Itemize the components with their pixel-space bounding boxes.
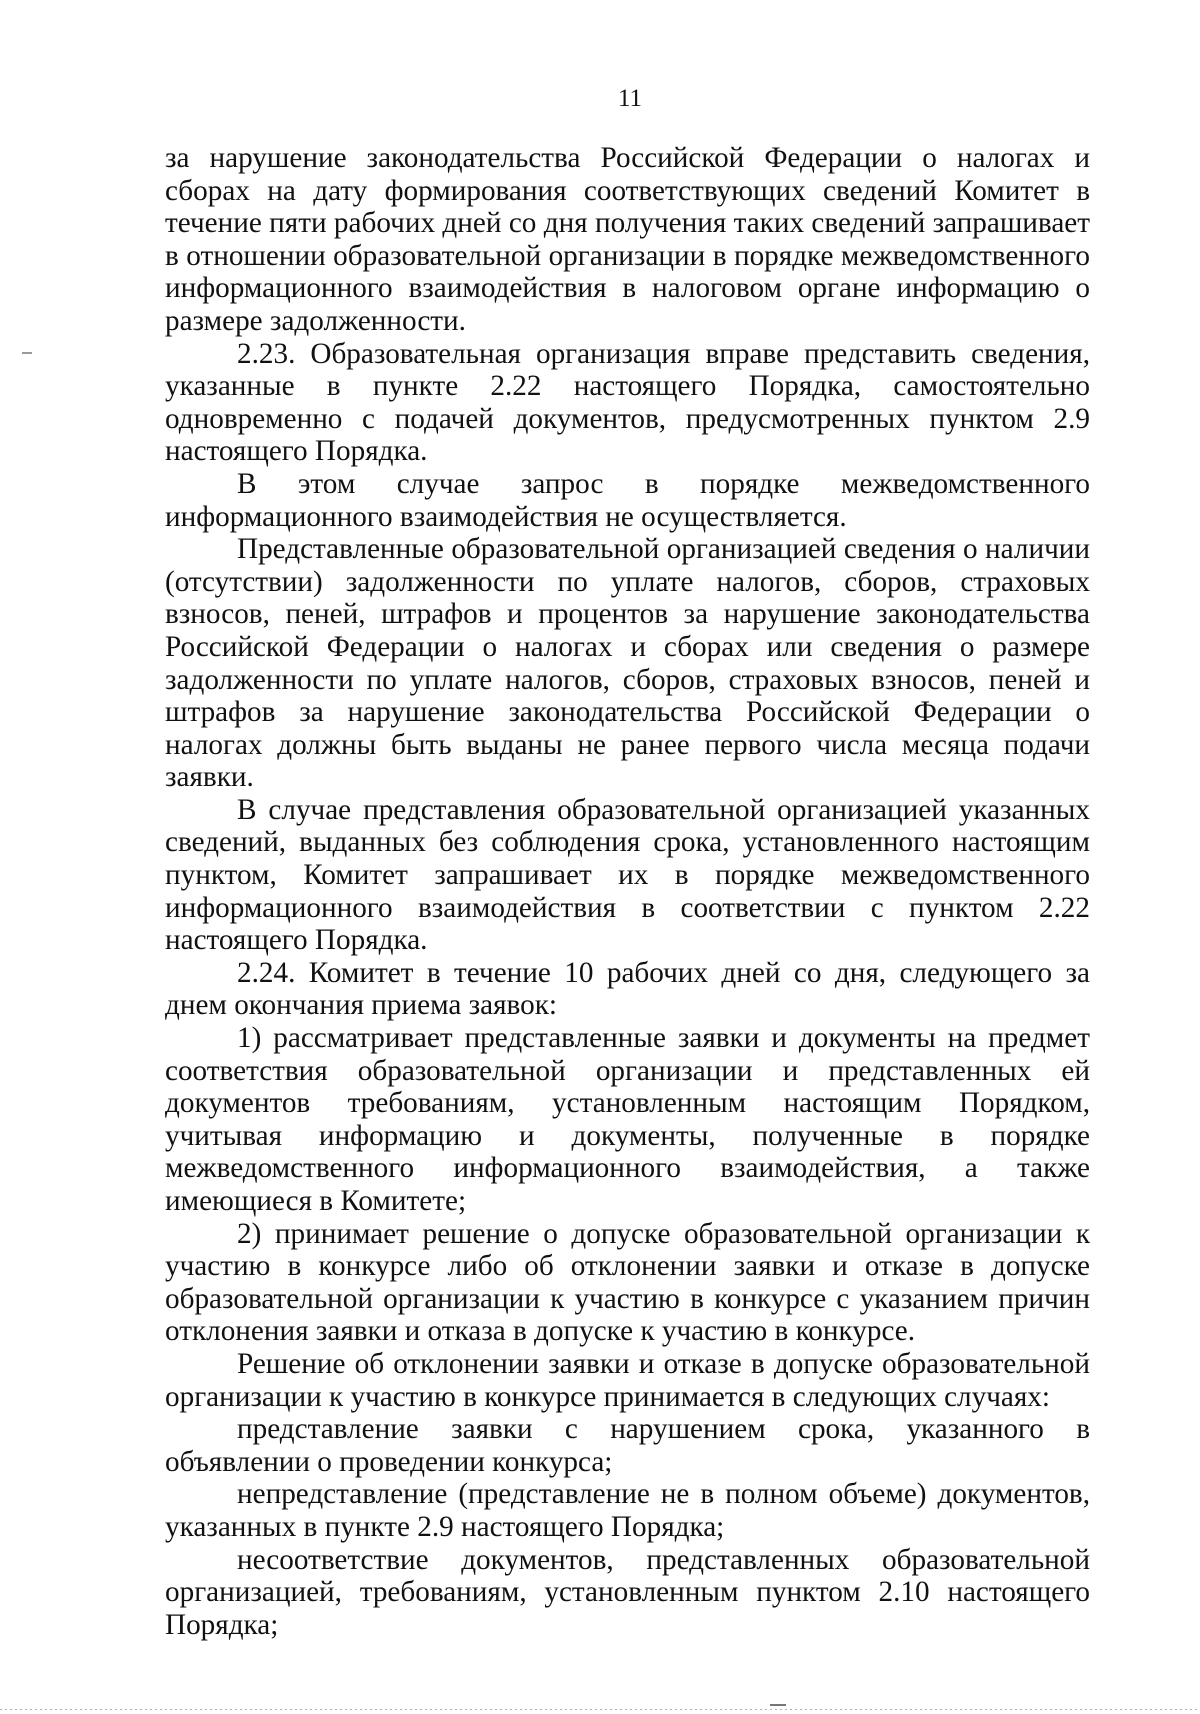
scan-edge-bottom [0, 1709, 1200, 1710]
paragraph-2-23: 2.23. Образовательная организация вправе представить сведения, указанные в пункте 2.22 настоящего Порядка, самостоятельно одновременно с подачей документов, предусмотренных пунктом 2.9 настоящего Порядка. [165, 337, 1090, 468]
case-non-compliance: несоответствие документов, представленных образовательной организацией, требованиям, установленным пунктом 2.10 настоящего Порядка; [165, 1543, 1090, 1641]
paragraph-2-24: 2.24. Комитет в течение 10 рабочих дней со дня, следующего за днем окончания приема заявок: [165, 956, 1090, 1022]
paragraph-request-note: В этом случае запрос в порядке межведомственного информационного взаимодействия не осуществляется. [165, 467, 1090, 533]
case-late-submission: представление заявки с нарушением срока, указанного в объявлении о проведении конкурса; [165, 1413, 1090, 1478]
paragraph-rejection-cases: Решение об отклонении заявки и отказе в допуске образовательной организации к участию в конкурсе принимается в следующих случаях: [165, 1347, 1090, 1413]
document-body [165, 142, 1090, 1641]
list-item-1: 1) рассматривает представленные заявки и документы на предмет соответствия образовательной организации и представленных ей документов требованиям, установленным настоящим Порядком, учитывая информацию и документы, полученные в порядке межведомственного информационного взаимодействия, а также имеющиеся в Комитете; [165, 1022, 1090, 1217]
page-number: 11 [617, 85, 643, 112]
paragraph-debt-info: Представленные образовательной организацией сведения о наличии (отсутствии) задолженности по уплате налогов, сборов, страховых взносов, пеней, штрафов и процентов за нарушение законодательства Российской Федерации о налогах и сборах или сведения о размере задолженности по уплате налогов, сборов, страховых взносов, пеней и штрафов за нарушение законодательства Российской Федерации о налогах должны быть выданы не ранее первого числа месяца подачи заявки. [165, 533, 1090, 794]
paragraph-late-info: В случае представления образовательной организацией указанных сведений, выданных без соблюдения срока, установленного настоящим пунктом, Комитет запрашивает их в порядке межведомственного информационного взаимодействия в соответствии с пунктом 2.22 настоящего Порядка. [165, 793, 1090, 957]
case-missing-documents: непредставление (представление не в полном объеме) документов, указанных в пункте 2.9 настоящего Порядка; [165, 1478, 1090, 1543]
list-item-2: 2) принимает решение о допуске образовательной организации к участию в конкурсе либо об отклонении заявки и отказе в допуске образовательной организации к участию в конкурсе с указанием причин отклонения заявки и отказа в допуске к участию в конкурсе. [165, 1217, 1090, 1348]
paragraph-continuation: за нарушение законодательства Российской Федерации о налогах и сборах на дату формирования соответствующих сведений Комитет в течение пяти рабочих дней со дня получения таких сведений запрашивает в отношении образовательной организации в порядке межведомственного информационного взаимодействия в налоговом органе информацию о размере задолженности. [165, 142, 1090, 337]
scan-mark-left [22, 352, 32, 354]
scan-mark-bottom [770, 1704, 786, 1706]
